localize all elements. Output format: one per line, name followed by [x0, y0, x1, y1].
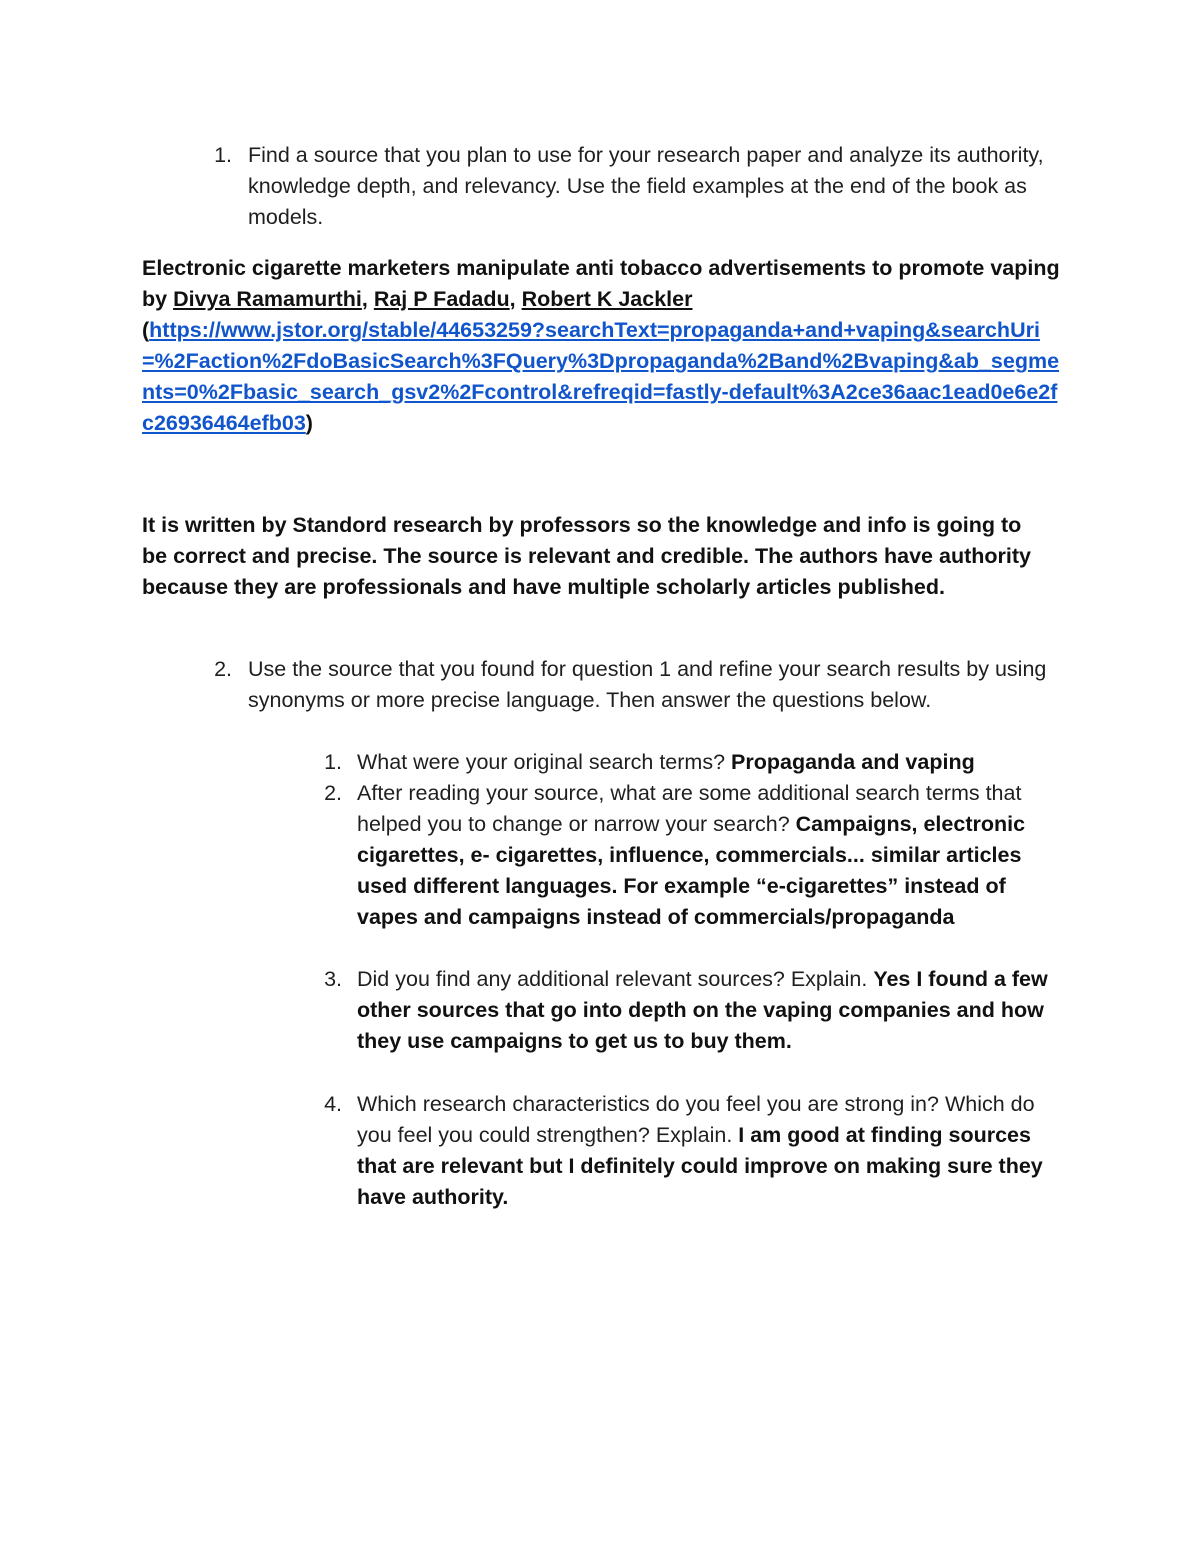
source-open-paren: (: [142, 318, 150, 342]
subquestion-2-answer: Campaigns, electronic cigarettes, e- cigarettes, influence, commercials... similar articles used different languages. For example “e-cigarettes” instead of vapes and campaigns instead of commercials/propaganda: [357, 812, 1026, 929]
subquestion-2-question: After reading your source, what are some additional search terms that helped you to change or narrow your search?: [357, 781, 1022, 836]
subquestion-1-answer: Propaganda and vaping: [731, 750, 975, 774]
subquestion-3-question: Did you find any additional relevant sources? Explain.: [357, 967, 874, 991]
question-2-text: Use the source that you found for question 1 and refine your search results by using synonyms or more precise language. Then answer the questions below.: [248, 657, 1047, 712]
source-separator-1: ,: [361, 287, 374, 311]
source-citation: [142, 253, 1062, 439]
source-author-1[interactable]: Divya Ramamurthi: [173, 287, 362, 311]
subquestion-4-answer: I am good at finding sources that are relevant but I definitely could improve on making sure they have authority.: [357, 1123, 1043, 1209]
subquestion-4-question: Which research characteristics do you feel you are strong in? Which do you feel you could strengthen? Explain.: [357, 1092, 1035, 1147]
subquestion-2-body: [357, 778, 1047, 933]
question-1-text: Find a source that you plan to use for your research paper and analyze its authority, knowledge depth, and relevancy. Use the field examples at the end of the book as models.: [248, 143, 1044, 229]
subquestion-2-number: 2.: [324, 781, 342, 805]
subquestion-1-body: [357, 747, 1062, 778]
subquestion-4-body: [357, 1089, 1062, 1213]
source-author-2[interactable]: Raj P Fadadu: [373, 287, 510, 311]
subquestion-4-number: 4.: [324, 1092, 342, 1116]
subquestion-1-number: 1.: [324, 750, 342, 774]
subquestion-3-number: 3.: [324, 967, 342, 991]
source-analysis: It is written by Standord research by professors so the knowledge and info is going to be correct and precise. The source is relevant and credible. The authors have authority because they are professionals and have multiple scholarly articles published.: [142, 513, 1031, 599]
source-title: Electronic cigarette marketers manipulate anti tobacco advertisements to promote vaping by: [142, 256, 1060, 311]
source-author-3[interactable]: Robert K Jackler: [521, 287, 693, 311]
source-close-paren: ): [305, 411, 313, 435]
subquestion-3-body: [357, 964, 1057, 1057]
question-2-number: 2.: [214, 657, 232, 681]
source-separator-2: ,: [509, 287, 522, 311]
subquestion-1-question: What were your original search terms?: [357, 750, 732, 774]
question-1-number: 1.: [214, 143, 232, 167]
source-url-link[interactable]: https://www.jstor.org/stable/44653259?searchText=propaganda+and+vaping&searchUri=%2Faction%2FdoBasicSearch%3FQuery%3Dpropaganda%2Band%2Bvaping&ab_segments=0%2Fbasic_search_gsv2%2Fcontrol&refreqid=fastly-default%3A2ce36aac1ead0e6e2fc26936464efb03: [142, 318, 1060, 435]
subquestion-3-answer: Yes I found a few other sources that go into depth on the vaping companies and how they use campaigns to get us to buy them.: [357, 967, 1048, 1053]
